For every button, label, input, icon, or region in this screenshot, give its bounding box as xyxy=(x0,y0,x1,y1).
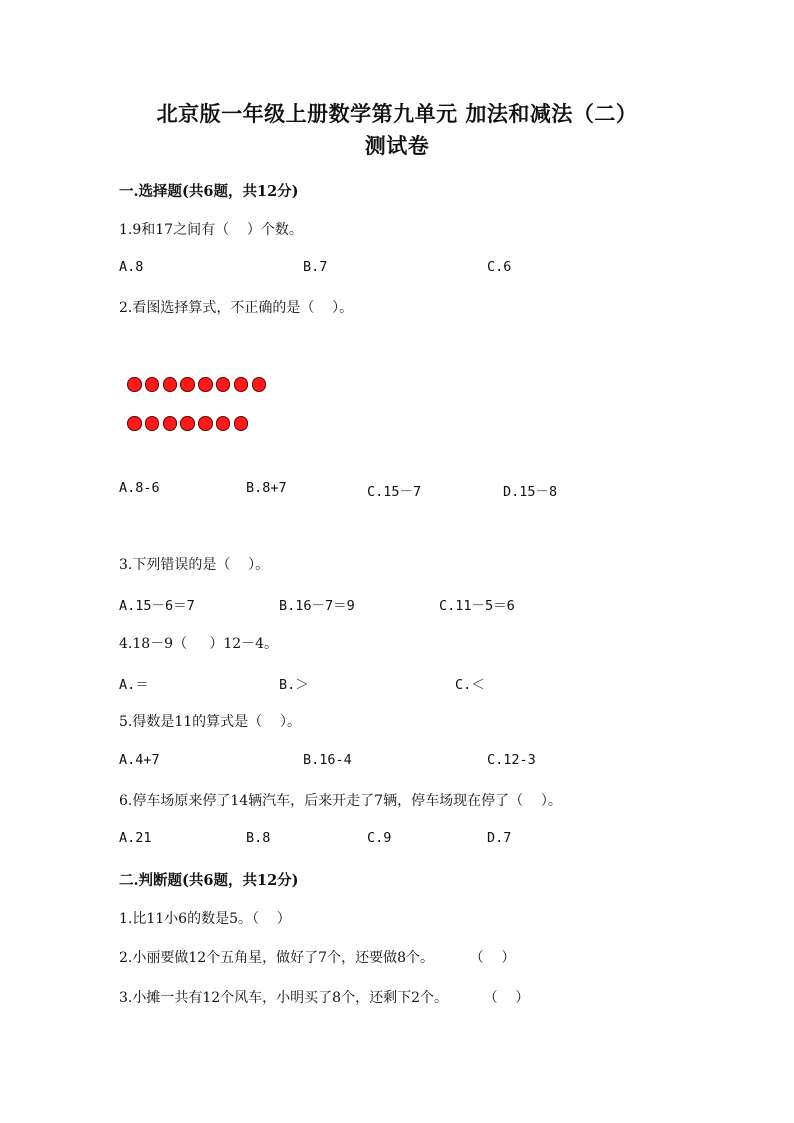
section-2-heading: 二.判断题(共6题，共12分) xyxy=(119,872,299,889)
red-dot xyxy=(198,416,213,431)
q1-option-b: B.7 xyxy=(303,259,328,275)
section-1-heading: 一.选择题(共6题，共12分) xyxy=(119,183,299,200)
q6-option-b: B.8 xyxy=(246,830,271,846)
title-line-1: 北京版一年级上册数学第九单元 加法和减法（二） xyxy=(156,101,638,126)
q1-option-c: C.6 xyxy=(487,259,512,275)
question-2: 2.看图选择算式，不正确的是（ ）。 xyxy=(119,300,354,316)
red-dot xyxy=(127,377,142,392)
red-dot xyxy=(163,416,178,431)
q3-option-b: B.16－7＝9 xyxy=(279,598,355,614)
q3-option-c: C.11－5＝6 xyxy=(439,598,515,614)
red-dot xyxy=(252,377,267,392)
red-dot xyxy=(216,377,231,392)
q2-option-c: C.15－7 xyxy=(367,484,422,500)
q2-option-d: D.15－8 xyxy=(503,484,558,500)
question-5: 5.得数是11的算式是（ ）。 xyxy=(119,714,301,730)
red-dot xyxy=(216,416,231,431)
red-dot xyxy=(180,416,195,431)
q1-option-a: A.8 xyxy=(119,259,144,275)
question-1: 1.9和17之间有（ ）个数。 xyxy=(119,222,303,238)
red-dot xyxy=(180,377,195,392)
red-dot xyxy=(163,377,178,392)
dot-row-2 xyxy=(127,416,248,431)
q3-option-a: A.15－6＝7 xyxy=(119,598,195,614)
red-dot xyxy=(234,377,249,392)
title-line-2: 测试卷 xyxy=(364,133,430,158)
question-4: 4.18－9（ ）12－4。 xyxy=(119,636,279,652)
red-dot xyxy=(145,377,160,392)
q4-option-b: B.＞ xyxy=(279,677,309,693)
red-dot xyxy=(234,416,249,431)
question-3: 3.下列错误的是（ ）。 xyxy=(119,557,270,573)
q4-option-c: C.＜ xyxy=(455,677,485,693)
q2-option-a: A.8-6 xyxy=(119,480,160,496)
question-6: 6.停车场原来停了14辆汽车，后来开走了7辆，停车场现在停了（ ）。 xyxy=(119,793,562,809)
q5-option-c: C.12-3 xyxy=(487,752,536,768)
judgment-1: 1.比11小6的数是5。（ ） xyxy=(119,911,291,927)
judgment-3: 3.小摊一共有12个风车，小明买了8个，还剩下2个。 （ ） xyxy=(119,990,530,1006)
q6-option-a: A.21 xyxy=(119,830,152,846)
dot-row-1 xyxy=(127,377,266,392)
q6-option-d: D.7 xyxy=(487,830,512,846)
q5-option-b: B.16-4 xyxy=(303,752,352,768)
q4-option-a: A.＝ xyxy=(119,677,149,693)
q2-option-b: B.8+7 xyxy=(246,480,287,496)
q6-option-c: C.9 xyxy=(367,830,392,846)
red-dot xyxy=(127,416,142,431)
judgment-2: 2.小丽要做12个五角星，做好了7个，还要做8个。 （ ） xyxy=(119,950,516,966)
red-dot xyxy=(145,416,160,431)
red-dot xyxy=(198,377,213,392)
q5-option-a: A.4+7 xyxy=(119,752,160,768)
